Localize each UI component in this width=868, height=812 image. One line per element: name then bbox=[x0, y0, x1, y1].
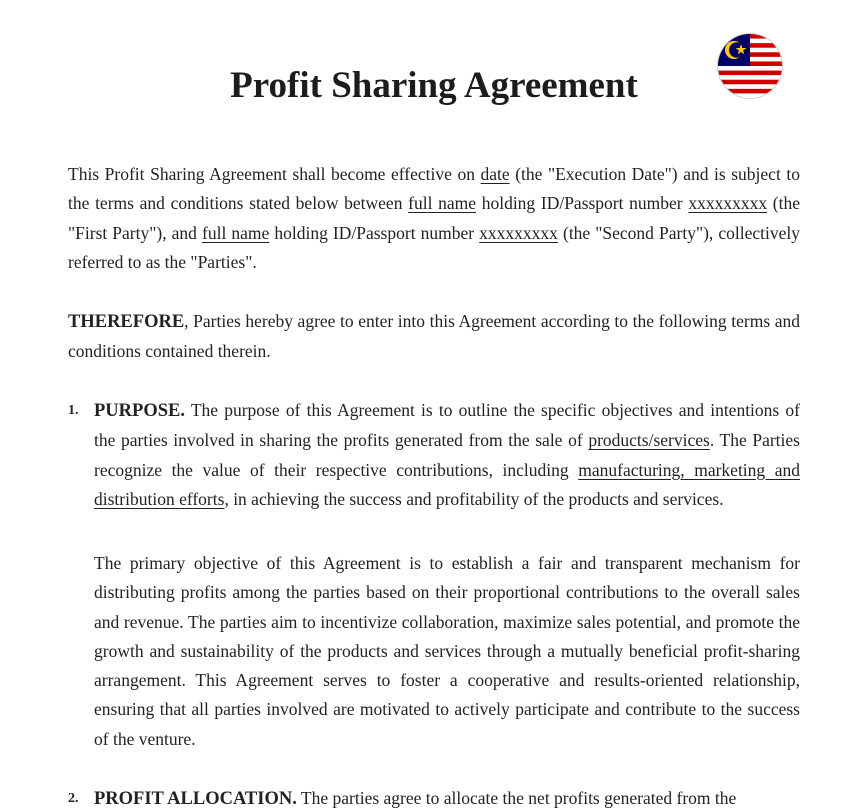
section-1-text-2: . The Parties recognize the value of their respective contributions, including bbox=[94, 430, 800, 480]
malaysia-flag-icon bbox=[718, 34, 782, 98]
intro-text-4: (the "First Party"), and bbox=[68, 193, 800, 243]
execution-date-field: date bbox=[480, 164, 510, 184]
intro-text-5: holding ID/Passport number bbox=[269, 222, 480, 243]
intro-text-3: holding ID/Passport number bbox=[476, 193, 689, 214]
section-1-paragraph bbox=[94, 396, 800, 514]
intro-text-6: (the "Second Party"), collectively referred to as the "Parties". bbox=[68, 222, 800, 272]
section-1-text-1: The purpose of this Agreement is to outline the specific objectives and intentions of the parties involved in sharing the profits generated from the sale of bbox=[94, 400, 800, 451]
document-title: Profit Sharing Agreement bbox=[230, 65, 638, 106]
intro-text-1: This Profit Sharing Agreement shall become effective on bbox=[68, 164, 481, 184]
section-2-heading: PROFIT ALLOCATION. bbox=[94, 789, 297, 809]
section-1-text-3: , in achieving the success and profitability of the products and services. bbox=[224, 488, 724, 509]
first-party-name-field: full name bbox=[408, 193, 477, 214]
intro-paragraph bbox=[68, 160, 800, 277]
therefore-paragraph bbox=[68, 307, 800, 367]
section-2-text-1: The parties agree to allocate the net profits generated from the bbox=[296, 788, 737, 808]
section-2-paragraph bbox=[94, 784, 800, 812]
therefore-heading: THEREFORE bbox=[68, 312, 185, 332]
first-party-id-field: xxxxxxxxx bbox=[688, 193, 768, 214]
second-party-id-field: xxxxxxxxx bbox=[479, 222, 558, 243]
section-1-heading: PURPOSE. bbox=[94, 401, 185, 421]
contributions-field: manufacturing, marketing and distribution efforts bbox=[94, 459, 800, 509]
section-2-number: 2. bbox=[68, 791, 79, 806]
section-1-paragraph-2: The primary objective of this Agreement is to establish a fair and transparent mechanism for distributing profits among the parties based on their proportional contributions to the overall sales and revenue. The parties aim to incentivize collaboration, maximize sales potential, and promote the growth and sustainability of the products and services through a mutually beneficial profit-sharing arrangement. This Agreement serves to foster a cooperative and results-oriented relationship, ensuring that all parties involved are motivated to actively participate and contribute to the success of the venture. bbox=[94, 553, 800, 749]
products-services-field: products/services bbox=[588, 430, 710, 451]
intro-text-2: (the "Execution Date") and is subject to the terms and conditions stated below between bbox=[68, 164, 800, 214]
second-party-name-field: full name bbox=[202, 222, 270, 243]
section-1-number: 1. bbox=[68, 403, 79, 418]
therefore-text: , Parties hereby agree to enter into this Agreement according to the following terms and conditions contained therein. bbox=[68, 311, 800, 362]
